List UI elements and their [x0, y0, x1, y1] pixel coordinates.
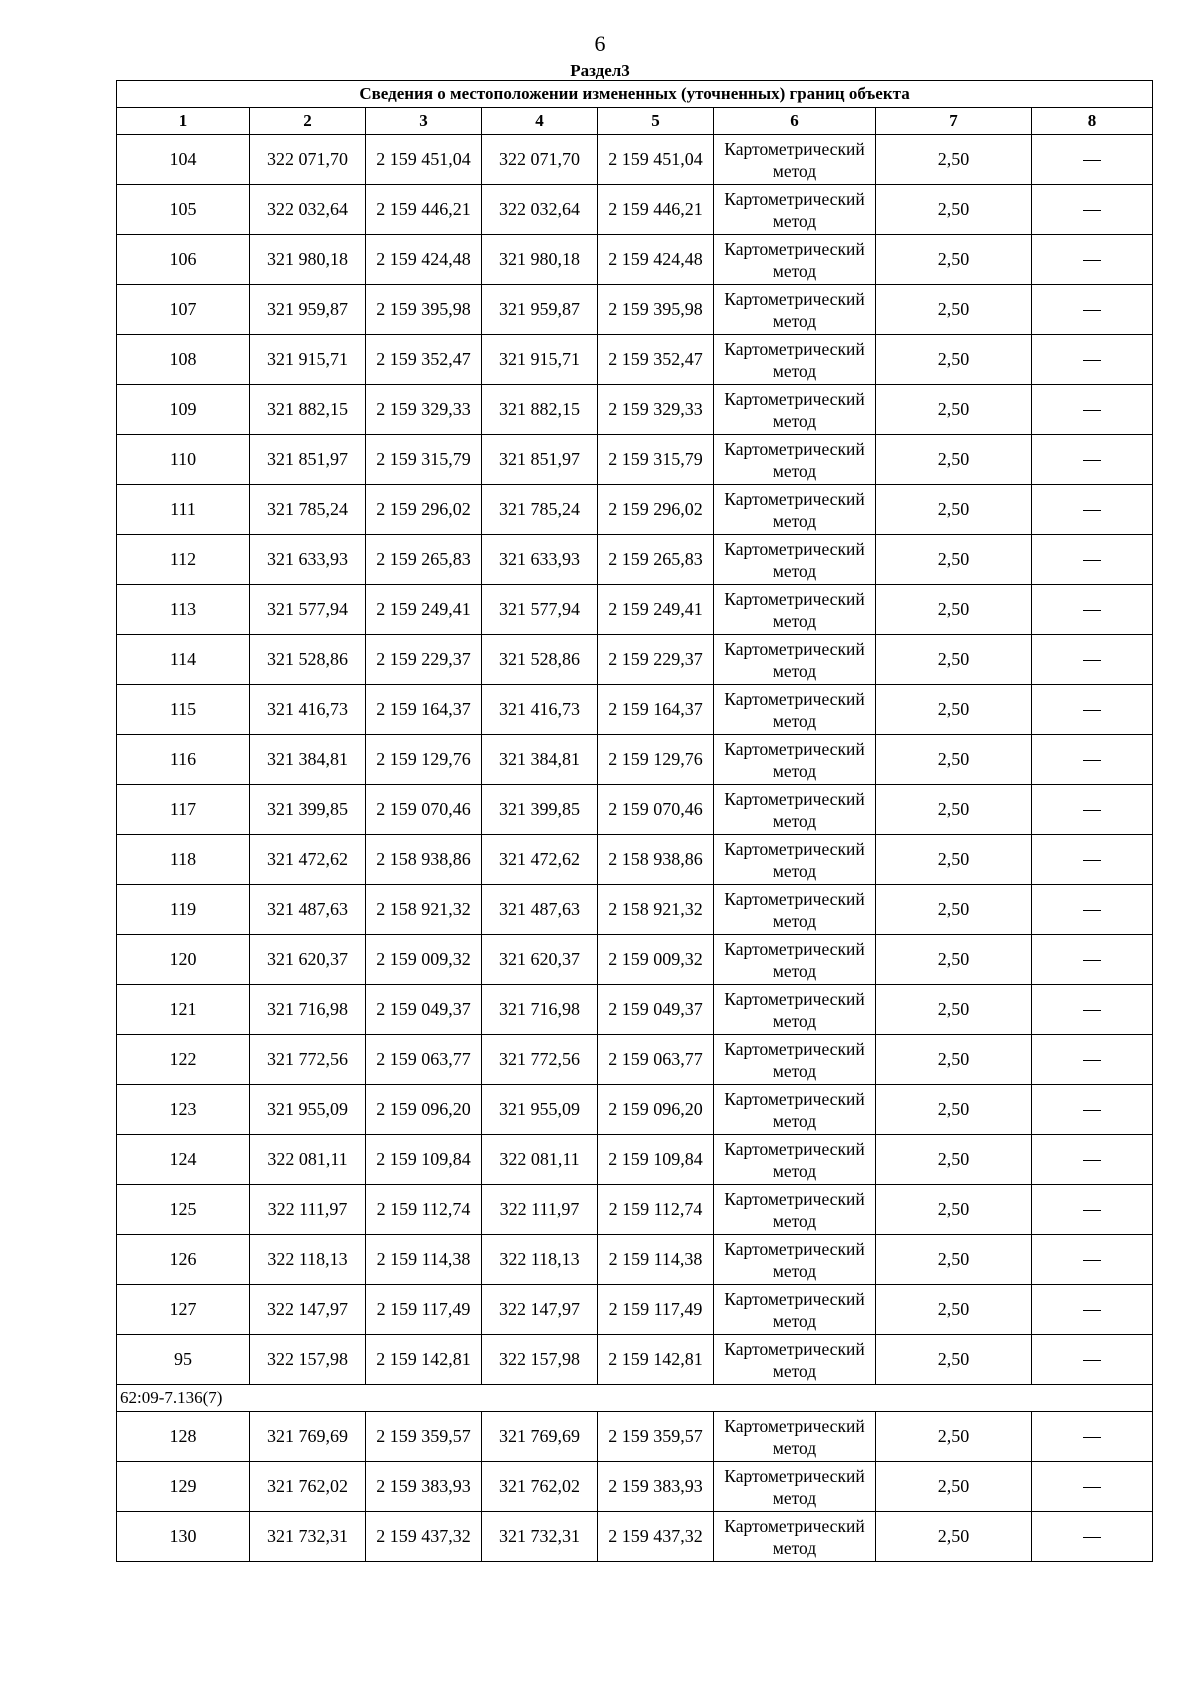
specified-y: 2 159 359,57 — [598, 1412, 714, 1462]
method: Картометрический метод — [714, 1085, 876, 1135]
specified-x: 321 487,63 — [482, 885, 598, 935]
existing-x: 321 882,15 — [250, 385, 366, 435]
existing-x: 321 416,73 — [250, 685, 366, 735]
accuracy: 2,50 — [876, 285, 1032, 335]
column-header: 1 — [117, 108, 250, 135]
method: Картометрический метод — [714, 1285, 876, 1335]
specified-y: 2 159 446,21 — [598, 185, 714, 235]
existing-x: 321 577,94 — [250, 585, 366, 635]
point-number: 123 — [117, 1085, 250, 1135]
existing-y: 2 159 437,32 — [366, 1512, 482, 1562]
accuracy: 2,50 — [876, 1035, 1032, 1085]
point-number: 106 — [117, 235, 250, 285]
dash-mark — [1083, 860, 1101, 861]
specified-x: 321 633,93 — [482, 535, 598, 585]
specified-x: 321 399,85 — [482, 785, 598, 835]
dash-mark — [1083, 460, 1101, 461]
specified-y: 2 159 296,02 — [598, 485, 714, 535]
specified-y: 2 159 229,37 — [598, 635, 714, 685]
specified-x: 321 959,87 — [482, 285, 598, 335]
existing-y: 2 159 112,74 — [366, 1185, 482, 1235]
point-number: 118 — [117, 835, 250, 885]
method: Картометрический метод — [714, 985, 876, 1035]
group-row — [117, 1385, 1153, 1412]
method: Картометрический метод — [714, 385, 876, 435]
table-row — [117, 1285, 1153, 1335]
empty-mark — [1032, 985, 1153, 1035]
accuracy: 2,50 — [876, 1235, 1032, 1285]
table-row — [117, 385, 1153, 435]
accuracy: 2,50 — [876, 635, 1032, 685]
table-row — [117, 735, 1153, 785]
accuracy: 2,50 — [876, 535, 1032, 585]
dash-mark — [1083, 1487, 1101, 1488]
column-header: 5 — [598, 108, 714, 135]
point-number: 126 — [117, 1235, 250, 1285]
table-row — [117, 135, 1153, 185]
empty-mark — [1032, 785, 1153, 835]
empty-mark — [1032, 535, 1153, 585]
existing-y: 2 159 329,33 — [366, 385, 482, 435]
accuracy: 2,50 — [876, 435, 1032, 485]
empty-mark — [1032, 235, 1153, 285]
dash-mark — [1083, 610, 1101, 611]
accuracy: 2,50 — [876, 1335, 1032, 1385]
accuracy: 2,50 — [876, 1135, 1032, 1185]
specified-y: 2 159 424,48 — [598, 235, 714, 285]
existing-y: 2 159 315,79 — [366, 435, 482, 485]
existing-y: 2 159 359,57 — [366, 1412, 482, 1462]
empty-mark — [1032, 885, 1153, 935]
existing-y: 2 159 352,47 — [366, 335, 482, 385]
specified-y: 2 159 437,32 — [598, 1512, 714, 1562]
column-header: 3 — [366, 108, 482, 135]
dash-mark — [1083, 1210, 1101, 1211]
point-number: 127 — [117, 1285, 250, 1335]
point-number: 121 — [117, 985, 250, 1035]
table-row — [117, 1335, 1153, 1385]
dash-mark — [1083, 1110, 1101, 1111]
accuracy: 2,50 — [876, 935, 1032, 985]
point-number: 119 — [117, 885, 250, 935]
table-row — [117, 285, 1153, 335]
table-row — [117, 535, 1153, 585]
point-number: 122 — [117, 1035, 250, 1085]
specified-x: 321 384,81 — [482, 735, 598, 785]
table-row — [117, 185, 1153, 235]
page-number: 6 — [594, 31, 606, 56]
empty-mark — [1032, 585, 1153, 635]
existing-x: 322 071,70 — [250, 135, 366, 185]
specified-x: 321 772,56 — [482, 1035, 598, 1085]
table-caption: Сведения о местоположении измененных (уточненных) границ объекта — [117, 81, 1153, 108]
accuracy: 2,50 — [876, 485, 1032, 535]
method: Картометрический метод — [714, 685, 876, 735]
empty-mark — [1032, 1085, 1153, 1135]
method: Картометрический метод — [714, 235, 876, 285]
existing-y: 2 159 265,83 — [366, 535, 482, 585]
table-row — [117, 1412, 1153, 1462]
empty-mark — [1032, 285, 1153, 335]
existing-y: 2 159 249,41 — [366, 585, 482, 635]
point-number: 124 — [117, 1135, 250, 1185]
table-row — [117, 1462, 1153, 1512]
table-row — [117, 885, 1153, 935]
table-row — [117, 835, 1153, 885]
column-header: 7 — [876, 108, 1032, 135]
existing-x: 321 384,81 — [250, 735, 366, 785]
dash-mark — [1083, 310, 1101, 311]
table-row — [117, 335, 1153, 385]
specified-x: 321 716,98 — [482, 985, 598, 1035]
accuracy: 2,50 — [876, 835, 1032, 885]
dash-mark — [1083, 560, 1101, 561]
empty-mark — [1032, 485, 1153, 535]
existing-y: 2 159 229,37 — [366, 635, 482, 685]
dash-mark — [1083, 1010, 1101, 1011]
table-row — [117, 1135, 1153, 1185]
existing-x: 321 762,02 — [250, 1462, 366, 1512]
specified-y: 2 159 129,76 — [598, 735, 714, 785]
accuracy: 2,50 — [876, 1285, 1032, 1335]
table-row — [117, 1235, 1153, 1285]
column-number-row — [117, 108, 1153, 135]
specified-x: 322 032,64 — [482, 185, 598, 235]
existing-y: 2 159 395,98 — [366, 285, 482, 335]
existing-x: 321 785,24 — [250, 485, 366, 535]
specified-x: 322 071,70 — [482, 135, 598, 185]
existing-x: 321 959,87 — [250, 285, 366, 335]
empty-mark — [1032, 1185, 1153, 1235]
existing-y: 2 159 096,20 — [366, 1085, 482, 1135]
point-number: 104 — [117, 135, 250, 185]
column-header: 2 — [250, 108, 366, 135]
existing-x: 321 528,86 — [250, 635, 366, 685]
dash-mark — [1083, 260, 1101, 261]
existing-x: 321 851,97 — [250, 435, 366, 485]
method: Картометрический метод — [714, 335, 876, 385]
empty-mark — [1032, 135, 1153, 185]
existing-y: 2 159 164,37 — [366, 685, 482, 735]
existing-y: 2 159 114,38 — [366, 1235, 482, 1285]
specified-y: 2 159 114,38 — [598, 1235, 714, 1285]
method: Картометрический метод — [714, 1185, 876, 1235]
dash-mark — [1083, 660, 1101, 661]
specified-x: 322 118,13 — [482, 1235, 598, 1285]
empty-mark — [1032, 335, 1153, 385]
specified-y: 2 159 265,83 — [598, 535, 714, 585]
table-row — [117, 685, 1153, 735]
table-row — [117, 435, 1153, 485]
method: Картометрический метод — [714, 535, 876, 585]
accuracy: 2,50 — [876, 685, 1032, 735]
accuracy: 2,50 — [876, 185, 1032, 235]
existing-x: 321 955,09 — [250, 1085, 366, 1135]
empty-mark — [1032, 835, 1153, 885]
dash-mark — [1083, 760, 1101, 761]
dash-mark — [1083, 210, 1101, 211]
method: Картометрический метод — [714, 185, 876, 235]
accuracy: 2,50 — [876, 785, 1032, 835]
specified-x: 322 147,97 — [482, 1285, 598, 1335]
specified-y: 2 159 109,84 — [598, 1135, 714, 1185]
specified-x: 322 081,11 — [482, 1135, 598, 1185]
specified-x: 322 111,97 — [482, 1185, 598, 1235]
specified-x: 321 528,86 — [482, 635, 598, 685]
specified-y: 2 159 383,93 — [598, 1462, 714, 1512]
specified-y: 2 159 142,81 — [598, 1335, 714, 1385]
existing-y: 2 159 009,32 — [366, 935, 482, 985]
method: Картометрический метод — [714, 485, 876, 535]
existing-x: 321 769,69 — [250, 1412, 366, 1462]
method: Картометрический метод — [714, 1135, 876, 1185]
dash-mark — [1083, 510, 1101, 511]
specified-x: 321 577,94 — [482, 585, 598, 635]
accuracy: 2,50 — [876, 1085, 1032, 1135]
table-row — [117, 1035, 1153, 1085]
existing-x: 322 111,97 — [250, 1185, 366, 1235]
dash-mark — [1083, 710, 1101, 711]
existing-y: 2 159 117,49 — [366, 1285, 482, 1335]
existing-x: 321 620,37 — [250, 935, 366, 985]
specified-y: 2 159 096,20 — [598, 1085, 714, 1135]
specified-y: 2 159 070,46 — [598, 785, 714, 835]
dash-mark — [1083, 910, 1101, 911]
table-row — [117, 1185, 1153, 1235]
empty-mark — [1032, 1135, 1153, 1185]
point-number: 120 — [117, 935, 250, 985]
table-row — [117, 585, 1153, 635]
dash-mark — [1083, 1437, 1101, 1438]
point-number: 105 — [117, 185, 250, 235]
specified-y: 2 159 049,37 — [598, 985, 714, 1035]
specified-x: 321 416,73 — [482, 685, 598, 735]
empty-mark — [1032, 385, 1153, 435]
accuracy: 2,50 — [876, 235, 1032, 285]
specified-y: 2 158 938,86 — [598, 835, 714, 885]
existing-x: 321 716,98 — [250, 985, 366, 1035]
existing-x: 322 147,97 — [250, 1285, 366, 1335]
specified-y: 2 159 249,41 — [598, 585, 714, 635]
dash-mark — [1083, 360, 1101, 361]
point-number: 130 — [117, 1512, 250, 1562]
existing-x: 321 980,18 — [250, 235, 366, 285]
existing-y: 2 159 070,46 — [366, 785, 482, 835]
point-number: 112 — [117, 535, 250, 585]
dash-mark — [1083, 810, 1101, 811]
specified-x: 321 620,37 — [482, 935, 598, 985]
method: Картометрический метод — [714, 835, 876, 885]
specified-y: 2 159 352,47 — [598, 335, 714, 385]
point-number: 125 — [117, 1185, 250, 1235]
specified-y: 2 159 451,04 — [598, 135, 714, 185]
table-row — [117, 785, 1153, 835]
existing-x: 322 118,13 — [250, 1235, 366, 1285]
specified-x: 322 157,98 — [482, 1335, 598, 1385]
specified-y: 2 159 329,33 — [598, 385, 714, 435]
method: Картометрический метод — [714, 135, 876, 185]
dash-mark — [1083, 1310, 1101, 1311]
empty-mark — [1032, 735, 1153, 785]
existing-x: 321 399,85 — [250, 785, 366, 835]
specified-x: 321 980,18 — [482, 235, 598, 285]
specified-x: 321 851,97 — [482, 435, 598, 485]
method: Картометрический метод — [714, 435, 876, 485]
existing-y: 2 159 446,21 — [366, 185, 482, 235]
method: Картометрический метод — [714, 285, 876, 335]
point-number: 115 — [117, 685, 250, 735]
specified-x: 321 955,09 — [482, 1085, 598, 1135]
column-header: 4 — [482, 108, 598, 135]
specified-x: 321 882,15 — [482, 385, 598, 435]
empty-mark — [1032, 1285, 1153, 1335]
coordinates-table — [116, 80, 1153, 1562]
existing-x: 321 915,71 — [250, 335, 366, 385]
point-number: 110 — [117, 435, 250, 485]
point-number: 111 — [117, 485, 250, 535]
table-row — [117, 635, 1153, 685]
accuracy: 2,50 — [876, 1512, 1032, 1562]
existing-x: 322 157,98 — [250, 1335, 366, 1385]
specified-y: 2 159 117,49 — [598, 1285, 714, 1335]
dash-mark — [1083, 1537, 1101, 1538]
specified-y: 2 159 315,79 — [598, 435, 714, 485]
empty-mark — [1032, 435, 1153, 485]
specified-x: 321 472,62 — [482, 835, 598, 885]
empty-mark — [1032, 1035, 1153, 1085]
accuracy: 2,50 — [876, 1462, 1032, 1512]
dash-mark — [1083, 1360, 1101, 1361]
method: Картометрический метод — [714, 1235, 876, 1285]
point-number: 108 — [117, 335, 250, 385]
empty-mark — [1032, 1235, 1153, 1285]
accuracy: 2,50 — [876, 585, 1032, 635]
column-header: 8 — [1032, 108, 1153, 135]
existing-x: 322 081,11 — [250, 1135, 366, 1185]
specified-y: 2 159 112,74 — [598, 1185, 714, 1235]
point-number: 114 — [117, 635, 250, 685]
existing-y: 2 159 451,04 — [366, 135, 482, 185]
empty-mark — [1032, 185, 1153, 235]
existing-y: 2 159 109,84 — [366, 1135, 482, 1185]
existing-y: 2 159 049,37 — [366, 985, 482, 1035]
table-row — [117, 1512, 1153, 1562]
column-header: 6 — [714, 108, 876, 135]
existing-y: 2 159 383,93 — [366, 1462, 482, 1512]
existing-x: 322 032,64 — [250, 185, 366, 235]
existing-y: 2 158 938,86 — [366, 835, 482, 885]
existing-y: 2 159 129,76 — [366, 735, 482, 785]
existing-x: 321 732,31 — [250, 1512, 366, 1562]
method: Картометрический метод — [714, 785, 876, 835]
group-label: 62:09-7.136(7) — [117, 1385, 1153, 1412]
existing-y: 2 159 296,02 — [366, 485, 482, 535]
table-row — [117, 1085, 1153, 1135]
point-number: 107 — [117, 285, 250, 335]
table-row — [117, 485, 1153, 535]
method: Картометрический метод — [714, 935, 876, 985]
point-number: 109 — [117, 385, 250, 435]
empty-mark — [1032, 1412, 1153, 1462]
existing-y: 2 158 921,32 — [366, 885, 482, 935]
existing-x: 321 472,62 — [250, 835, 366, 885]
existing-x: 321 772,56 — [250, 1035, 366, 1085]
point-number: 113 — [117, 585, 250, 635]
accuracy: 2,50 — [876, 735, 1032, 785]
table-row — [117, 235, 1153, 285]
point-number: 129 — [117, 1462, 250, 1512]
existing-x: 321 487,63 — [250, 885, 366, 935]
section-title: Раздел3 — [570, 61, 630, 80]
accuracy: 2,50 — [876, 135, 1032, 185]
method: Картометрический метод — [714, 1462, 876, 1512]
method: Картометрический метод — [714, 1035, 876, 1085]
empty-mark — [1032, 935, 1153, 985]
empty-mark — [1032, 1512, 1153, 1562]
point-number: 95 — [117, 1335, 250, 1385]
dash-mark — [1083, 960, 1101, 961]
specified-y: 2 159 395,98 — [598, 285, 714, 335]
accuracy: 2,50 — [876, 335, 1032, 385]
table-row — [117, 935, 1153, 985]
empty-mark — [1032, 1462, 1153, 1512]
existing-y: 2 159 063,77 — [366, 1035, 482, 1085]
method: Картометрический метод — [714, 1412, 876, 1462]
dash-mark — [1083, 1160, 1101, 1161]
dash-mark — [1083, 160, 1101, 161]
accuracy: 2,50 — [876, 985, 1032, 1035]
accuracy: 2,50 — [876, 885, 1032, 935]
specified-x: 321 732,31 — [482, 1512, 598, 1562]
dash-mark — [1083, 1260, 1101, 1261]
method: Картометрический метод — [714, 635, 876, 685]
accuracy: 2,50 — [876, 385, 1032, 435]
empty-mark — [1032, 635, 1153, 685]
specified-x: 321 762,02 — [482, 1462, 598, 1512]
empty-mark — [1032, 1335, 1153, 1385]
point-number: 116 — [117, 735, 250, 785]
empty-mark — [1032, 685, 1153, 735]
specified-y: 2 159 164,37 — [598, 685, 714, 735]
method: Картометрический метод — [714, 1335, 876, 1385]
accuracy: 2,50 — [876, 1185, 1032, 1235]
method: Картометрический метод — [714, 735, 876, 785]
method: Картометрический метод — [714, 1512, 876, 1562]
specified-y: 2 158 921,32 — [598, 885, 714, 935]
table-row — [117, 985, 1153, 1035]
specified-y: 2 159 063,77 — [598, 1035, 714, 1085]
existing-y: 2 159 424,48 — [366, 235, 482, 285]
point-number: 117 — [117, 785, 250, 835]
method: Картометрический метод — [714, 885, 876, 935]
specified-x: 321 915,71 — [482, 335, 598, 385]
dash-mark — [1083, 410, 1101, 411]
existing-x: 321 633,93 — [250, 535, 366, 585]
specified-x: 321 769,69 — [482, 1412, 598, 1462]
dash-mark — [1083, 1060, 1101, 1061]
point-number: 128 — [117, 1412, 250, 1462]
method: Картометрический метод — [714, 585, 876, 635]
accuracy: 2,50 — [876, 1412, 1032, 1462]
specified-x: 321 785,24 — [482, 485, 598, 535]
existing-y: 2 159 142,81 — [366, 1335, 482, 1385]
specified-y: 2 159 009,32 — [598, 935, 714, 985]
